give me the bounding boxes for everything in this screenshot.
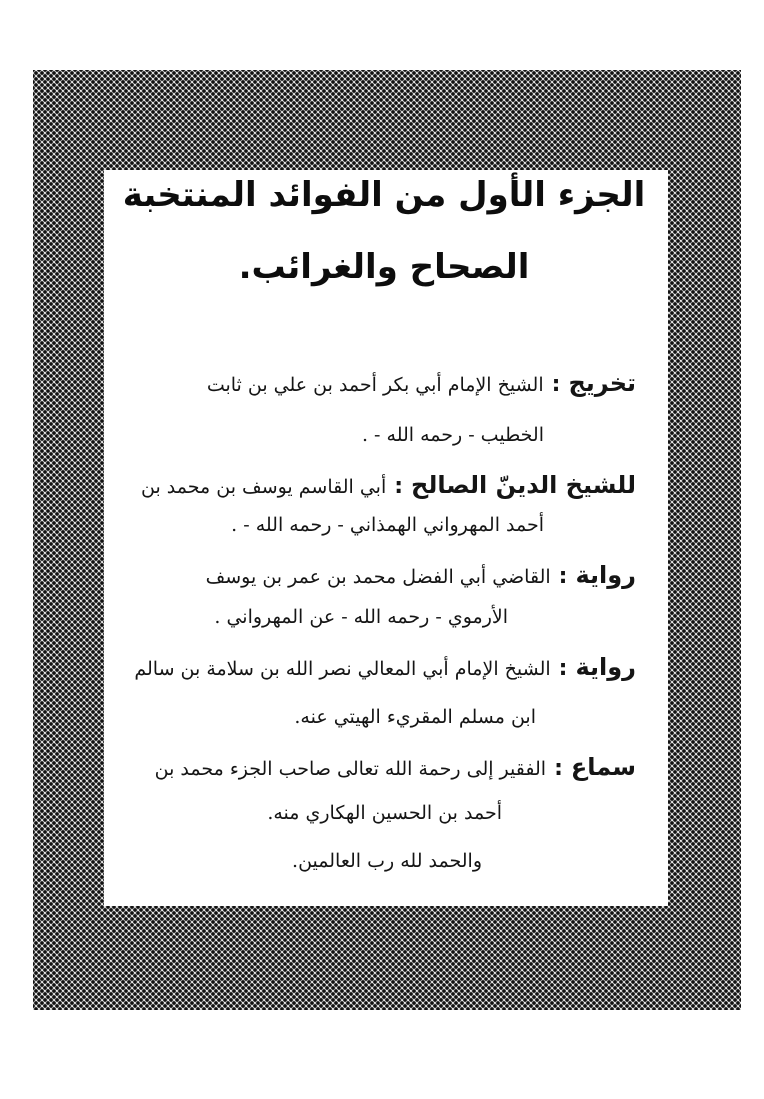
entry-text: الفقير إلى رحمة الله تعالى صاحب الجزء محمد بن (154, 758, 547, 780)
entry-samaa (155, 752, 636, 784)
entry-separator: : (558, 564, 568, 589)
entry-label: للشيخ الدينّ الصالح (411, 471, 636, 499)
entry-label: رواية (575, 561, 636, 589)
entry-continuation: الأرموي - رحمه الله - عن المهرواني . (214, 606, 508, 628)
entry-continuation: أحمد المهرواني الهمذاني - رحمه الله - . (231, 514, 544, 536)
entry-text: الشيخ الإمام أبي المعالي نصر الله بن سلامة بن سالم (134, 658, 551, 680)
title-line-1: الجزء الأول من الفوائد المنتخبة (122, 175, 646, 215)
entry-text: القاضي أبي الفضل محمد بن عمر بن يوسف (205, 566, 551, 588)
entry-text: أبي القاسم يوسف بن محمد بن (141, 476, 387, 498)
entry-separator: : (551, 372, 561, 397)
entry-takhrij (207, 368, 636, 400)
entry-sheikh (141, 470, 636, 502)
entry-separator: : (554, 756, 563, 781)
entry-riwaya-2 (134, 652, 636, 684)
entry-label: رواية (575, 653, 636, 681)
entry-continuation: أحمد بن الحسين الهكاري منه. (267, 802, 502, 824)
entry-text: الشيخ الإمام أبي بكر أحمد بن علي بن ثابت (206, 374, 544, 396)
entry-continuation: الخطيب - رحمه الله - . (361, 424, 544, 446)
entry-continuation: ابن مسلم المقريء الهيتي عنه. (294, 706, 536, 728)
title-line-2: الصحاح والغرائب. (238, 247, 530, 287)
entry-label: تخريج (568, 369, 636, 397)
entry-separator: : (394, 474, 404, 499)
entry-label: سماع (570, 753, 636, 781)
entry-riwaya-1 (206, 560, 636, 592)
entry-separator: : (558, 656, 568, 681)
closing-line: والحمد لله رب العالمين. (292, 850, 482, 872)
